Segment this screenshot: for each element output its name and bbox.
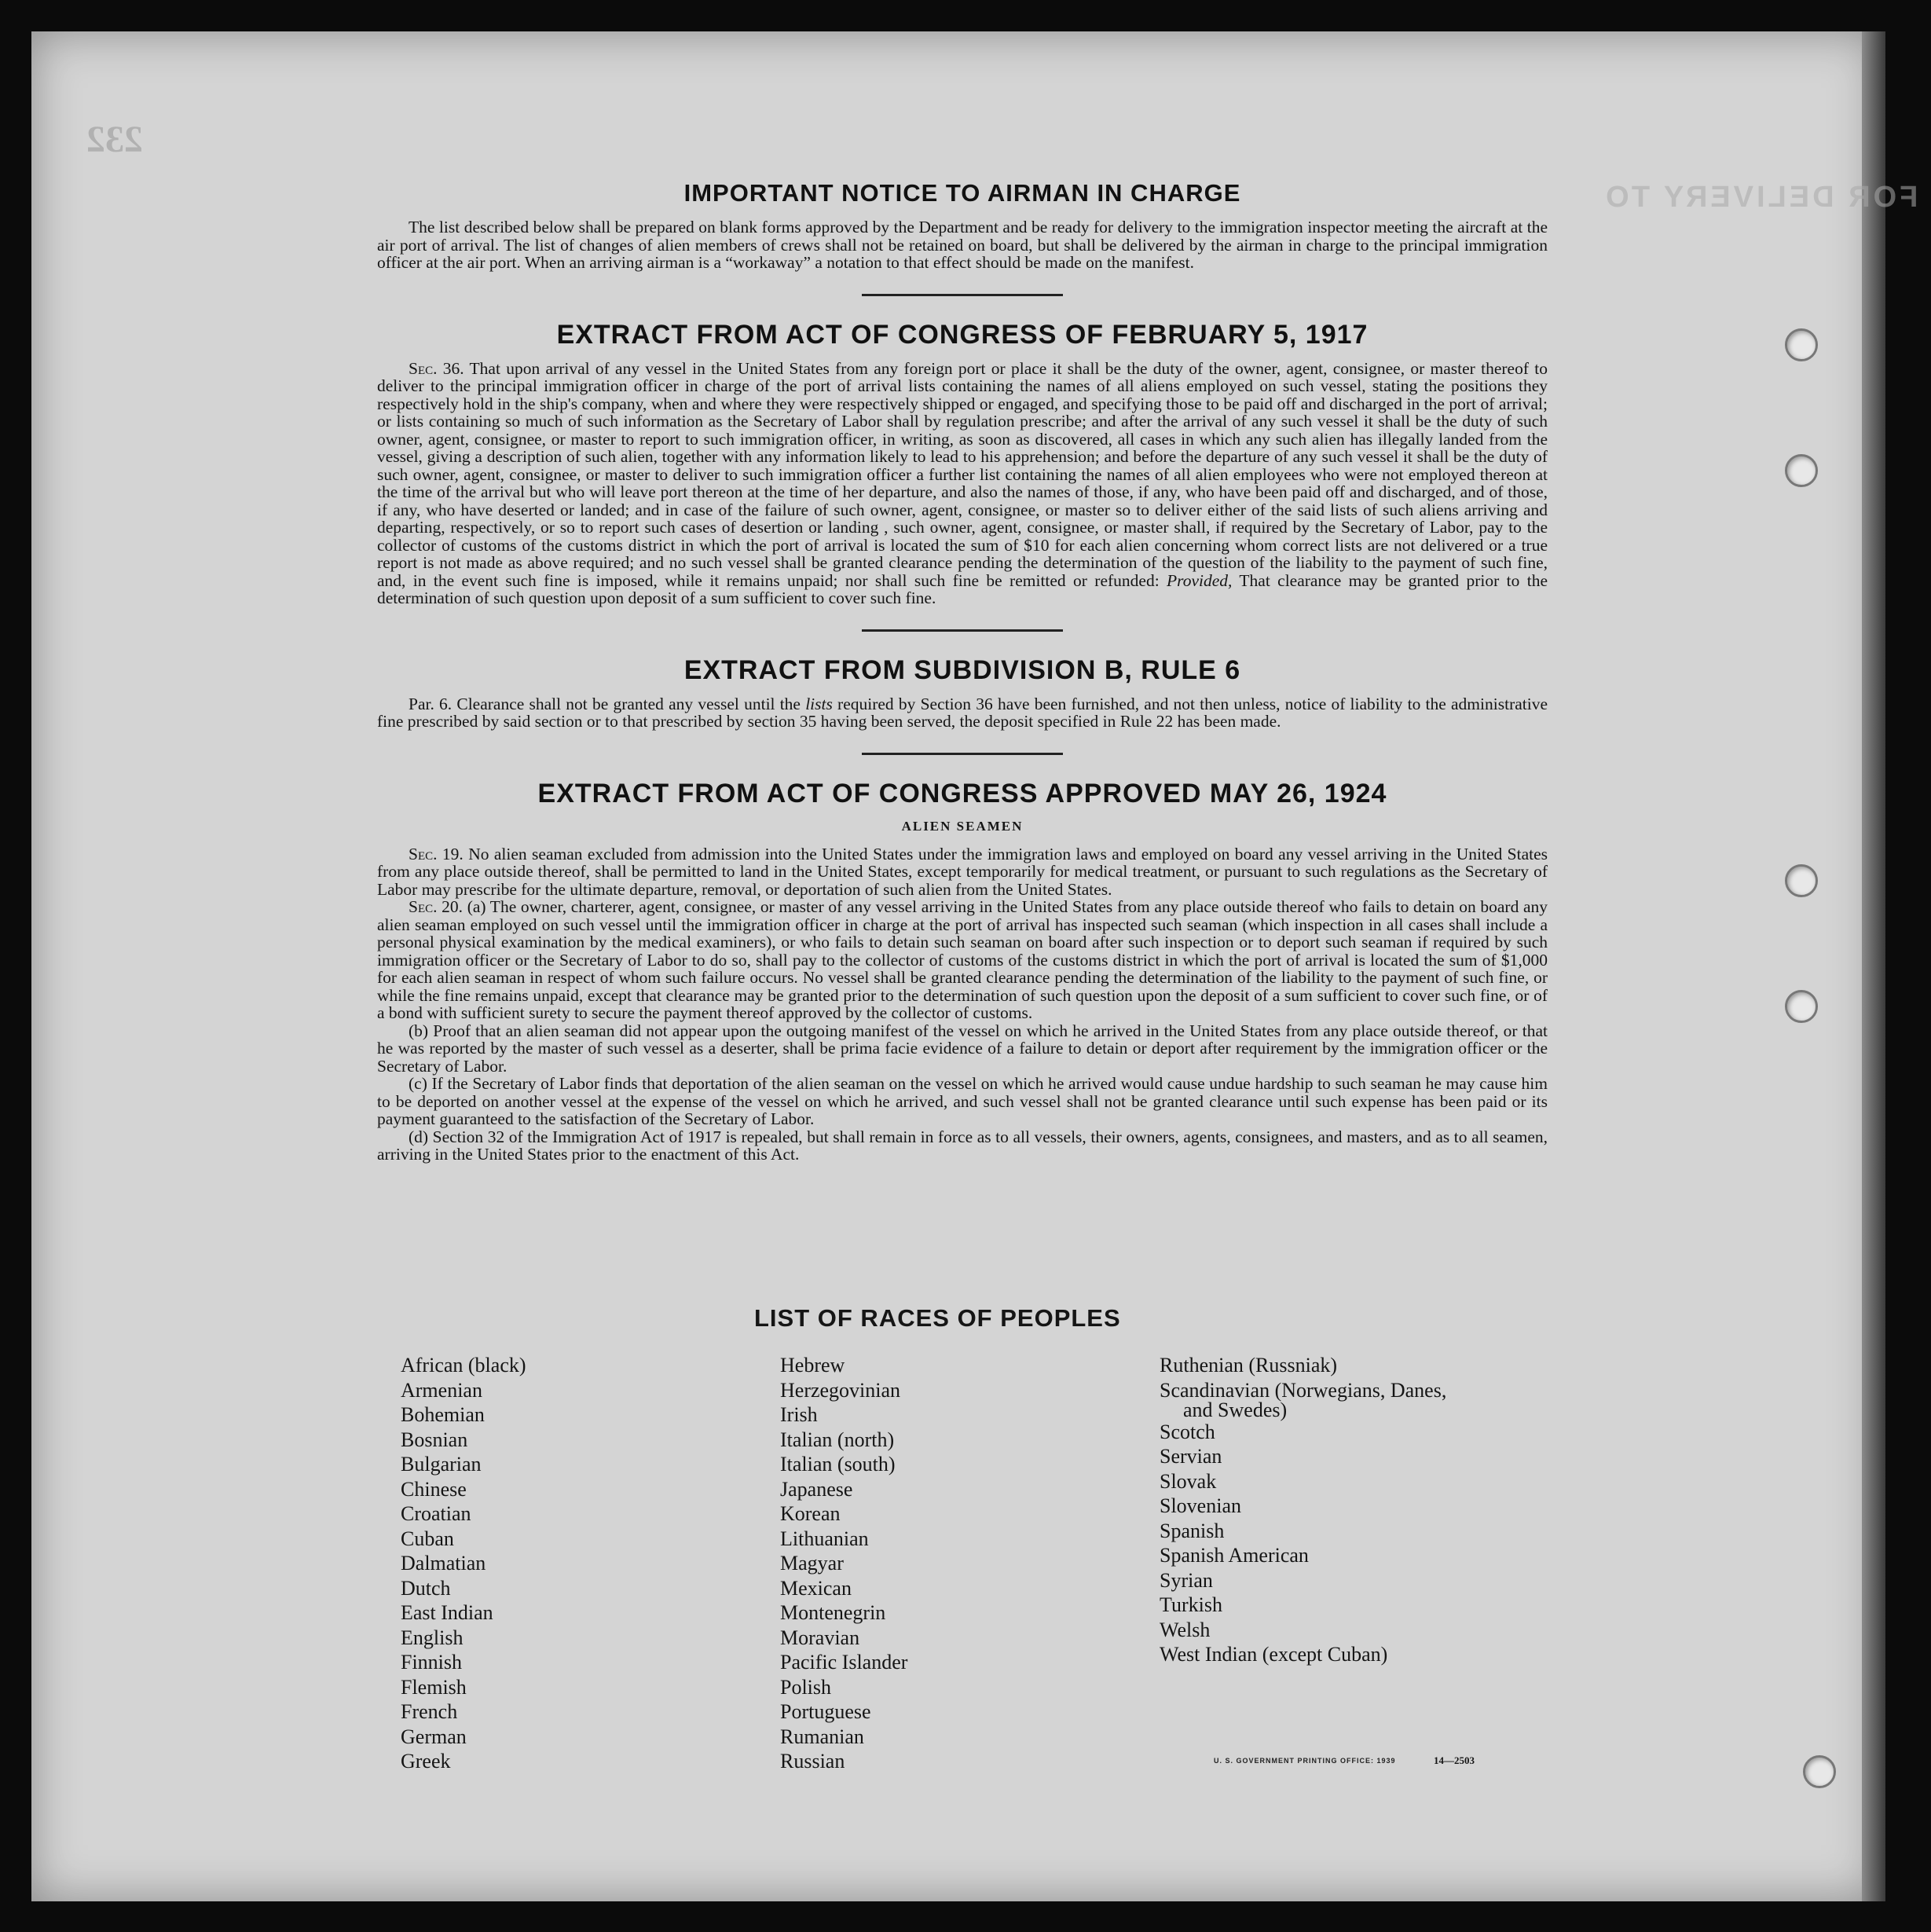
race-item: [1160, 1378, 1537, 1420]
race-item: Chinese: [401, 1477, 467, 1501]
divider-rule: [862, 753, 1063, 755]
sec-36-label: Sec. 36.: [409, 358, 464, 378]
race-item: Magyar: [780, 1552, 844, 1575]
race-item: Rumanian: [780, 1725, 864, 1748]
race-item: Dalmatian: [401, 1552, 486, 1575]
race-item: Cuban: [401, 1527, 454, 1550]
sec-19-paragraph: [377, 845, 1548, 899]
lists-word: lists: [805, 694, 833, 713]
form-number: 14—2503: [1434, 1754, 1475, 1766]
race-item: Slovak: [1160, 1469, 1217, 1493]
races-column-3: [1160, 1353, 1537, 1667]
binder-hole: [1785, 328, 1818, 361]
race-item: Bohemian: [401, 1403, 485, 1426]
alien-seamen-subtitle: ALIEN SEAMEN: [901, 818, 1024, 834]
race-item: Dutch: [401, 1576, 451, 1600]
bleed-through-header: FOR DELIVERY TO: [1603, 181, 1918, 214]
race-item: Flemish: [401, 1675, 467, 1699]
sec-36-text-end: That clearance may be granted prior to the determination of such question upon deposit of a sum sufficient to cover such fine.: [377, 570, 1548, 607]
race-item: African (black): [401, 1354, 526, 1377]
extract-1917-title: EXTRACT FROM ACT OF CONGRESS OF FEBRUARY 5, 1917: [556, 319, 1369, 350]
race-item: Finnish: [401, 1651, 463, 1674]
race-item: Italian (south): [780, 1453, 896, 1476]
races-column-2: [780, 1353, 907, 1774]
race-item: Mexican: [780, 1576, 852, 1600]
race-item: Turkish: [1160, 1593, 1222, 1616]
divider-rule: [862, 629, 1063, 632]
race-item: Scotch: [1160, 1420, 1215, 1443]
binder-hole: [1785, 454, 1818, 487]
rule6-text-end: required by Section 36 have been furnished, and not then unless, notice of liability to the administrative fine prescribed by said section or to that prescribed by section 35 having been served, the deposit specified in Rule 22 has been made.: [377, 694, 1548, 731]
extract-1924-title: EXTRACT FROM ACT OF CONGRESS APPROVED MAY 26, 1924: [537, 778, 1387, 808]
race-item: Ruthenian (Russniak): [1160, 1354, 1338, 1377]
race-item: Polish: [780, 1675, 832, 1699]
race-item: Servian: [1160, 1445, 1222, 1468]
sec-20a-text: (a) The owner, charterer, agent, consignee, or master of any vessel arriving in the United States from any place outside thereof who fails to detain on board any alien seaman employed on such vessel until the immigration officer in charge at the port of arrival has inspected such seaman (which inspection in all cases shall include a personal physical examination by the medical examiners), or who fails to detain such seaman on board after such inspection or to deport such seaman if required by such immigration officer or the Secretary of Labor to do so, shall pay to the collector of customs of the customs district in which the port of arrival is located the sum of $1,000 for each alien seaman in respect of whom such failure occurs. No vessel shall be granted clearance pending the determination of the liability to the payment of such fine, or while the fine remains unpaid, except that clearance may be granted prior to the determination of such question upon the deposit of a sum sufficient to cover such fine, or of a bond with sufficient surety to secure the payment thereof approved by the collector of customs.: [377, 897, 1548, 1022]
race-item: Portuguese: [780, 1700, 871, 1723]
race-item: German: [401, 1725, 467, 1748]
sec-20b-paragraph: (b) Proof that an alien seaman did not appear upon the outgoing manifest of the vessel on which he arrived in the United States from any place outside thereof, or that he was reported by the master of such vessel as a deserter, shall be prima facie evidence of a failure to detain or deport after requirement by the immigration officer or the Secretary of Labor.: [377, 1021, 1548, 1076]
sec-19-text: No alien seaman excluded from admission into the United States under the immigration laws and employed on board any vessel arriving in the United States from any place outside thereof, shall be permitted to land in the United States, except temporarily for medical treatment, or pursuant to such regulations as the Secretary of Labor may prescribe for the ultimate departure, removal, or deportation of such alien from the United States.: [377, 844, 1548, 899]
sec-20d-paragraph: (d) Section 32 of the Immigration Act of 1917 is repealed, but shall remain in force as to all vessels, their owners, agents, consignees, and masters, and as to all seamen, arriving in the United States prior to the enactment of this Act.: [377, 1127, 1548, 1164]
sec-20-label: Sec. 20.: [409, 897, 464, 916]
binder-hole: [1803, 1755, 1836, 1788]
notice-body: The list described below shall be prepared on blank forms approved by the Department and be ready for delivery to the immigration inspector meeting the aircraft at the air port of arrival. The list of changes of alien members of crews shall not be retained on board, but shall be delivered by the airman in charge to the principal immigration officer at the air port. When an arriving airman is a “workaway” a notation to that effect should be made on the manifest.: [377, 218, 1548, 272]
race-item: Greek: [401, 1750, 451, 1773]
race-item: Spanish American: [1160, 1544, 1309, 1567]
divider-rule: [862, 294, 1063, 296]
page-edge-shadow: [1862, 31, 1885, 1901]
notice-title: IMPORTANT NOTICE TO AIRMAN IN CHARGE: [683, 179, 1241, 207]
document-body: [377, 179, 1548, 1164]
race-item: Bulgarian: [401, 1453, 482, 1476]
race-item: French: [401, 1700, 458, 1723]
races-column-1: [401, 1353, 526, 1774]
sec-20a-paragraph: [377, 898, 1548, 1022]
race-item: Lithuanian: [780, 1527, 869, 1550]
race-item: Slovenian: [1160, 1494, 1241, 1517]
race-item: Moravian: [780, 1626, 860, 1649]
sec-36-text: That upon arrival of any vessel in the United States from any foreign port or place it shall be the duty of the owner, agent, consignee, or master thereof to deliver to the principal immigration officer in charge of the port of arrival lists containing the names of all aliens employed on such vessel, stating the positions they respectively hold in the ship's company, when and where they were respectively shipped or engaged, and specifying those to be paid off and discharged in the port of arrival; or lists containing so much of such information as the Secretary of Labor shall by regulation prescribe; and after the arrival of any such vessel it shall be the duty of such owner, agent, consignee, or master to report to such immigration officer, in writing, as soon as discovered, all cases in which any such alien has illegally landed from the vessel, giving a description of such alien, together with any information likely to lead to his apprehension; and before the departure of any such vessel it shall be the duty of such owner, agent, consignee, or master to deliver to such immigration officer a further list containing the names of all alien employees who were not employed thereon at the time of the arrival but who will leave port thereon at the time of her departure, and also the names of those, if any, who have been paid off and discharged, and of those, if any, who have deserted or landed; and in case of the failure of such owner, agent, consignee, or master so to deliver either of the said lists of such aliens arriving and departing, respectively, or so to report such cases of desertion or landing , such owner, agent, consignee, or master shall, if required by the Secretary of Labor, pay to the collector of customs of the customs district in which the port of arrival is located the sum of $10 for each alien concerning whom correct lists are not delivered or a true report is not made as above required; and no such vessel shall be granted clearance pending the determination of the question of the liability to the payment of such fine, and, in the event such fine is imposed, while it remains unpaid; nor shall such fine be remitted or refunded:: [377, 358, 1548, 590]
race-item: Japanese: [780, 1477, 853, 1501]
binder-hole: [1785, 990, 1818, 1023]
race-item-line: and Swedes): [1183, 1398, 1288, 1421]
rule6-text-start: Par. 6. Clearance shall not be granted any vessel until the: [409, 694, 801, 713]
race-item: Herzegovinian: [780, 1378, 901, 1402]
race-item: Croatian: [401, 1502, 471, 1525]
extract-rule6-title: EXTRACT FROM SUBDIVISION B, RULE 6: [683, 654, 1241, 685]
race-item: Spanish: [1160, 1519, 1225, 1542]
race-item-line: Scandinavian (Norwegians, Danes,: [1160, 1378, 1447, 1402]
race-item: Armenian: [401, 1378, 482, 1402]
race-item: Russian: [780, 1750, 845, 1773]
race-item: Bosnian: [401, 1428, 468, 1451]
race-item: Italian (north): [780, 1428, 895, 1451]
race-item: Welsh: [1160, 1618, 1211, 1641]
sec-19-label: Sec. 19.: [409, 844, 464, 863]
race-item: West Indian (except Cuban): [1160, 1643, 1388, 1666]
race-item: Hebrew: [780, 1354, 845, 1377]
race-item: Montenegrin: [780, 1601, 886, 1624]
provided-word: Provided,: [1167, 570, 1233, 590]
extract-1917-body: [377, 360, 1548, 607]
race-item: Irish: [780, 1403, 818, 1426]
extract-rule6-body: [377, 695, 1548, 731]
races-title: LIST OF RACES OF PEOPLES: [754, 1304, 1121, 1332]
race-item: Syrian: [1160, 1568, 1213, 1592]
binder-hole: [1785, 864, 1818, 897]
sec-20c-paragraph: (c) If the Secretary of Labor finds that deportation of the alien seaman on the vessel on which he arrived would cause undue hardship to such seaman he may cause him to be deported on another vessel at the expense of the vessel on which he arrived, and such vessel shall not be granted clearance until such expense has been paid or its payment guaranteed to the satisfaction of the Secretary of Labor.: [377, 1074, 1548, 1128]
bleed-through-page-number: 232: [86, 119, 143, 160]
race-item: Korean: [780, 1502, 841, 1525]
printer-imprint: U. S. GOVERNMENT PRINTING OFFICE: 1939: [1214, 1757, 1396, 1765]
race-item: East Indian: [401, 1601, 493, 1624]
race-item: English: [401, 1626, 464, 1649]
race-item: Pacific Islander: [780, 1651, 908, 1674]
